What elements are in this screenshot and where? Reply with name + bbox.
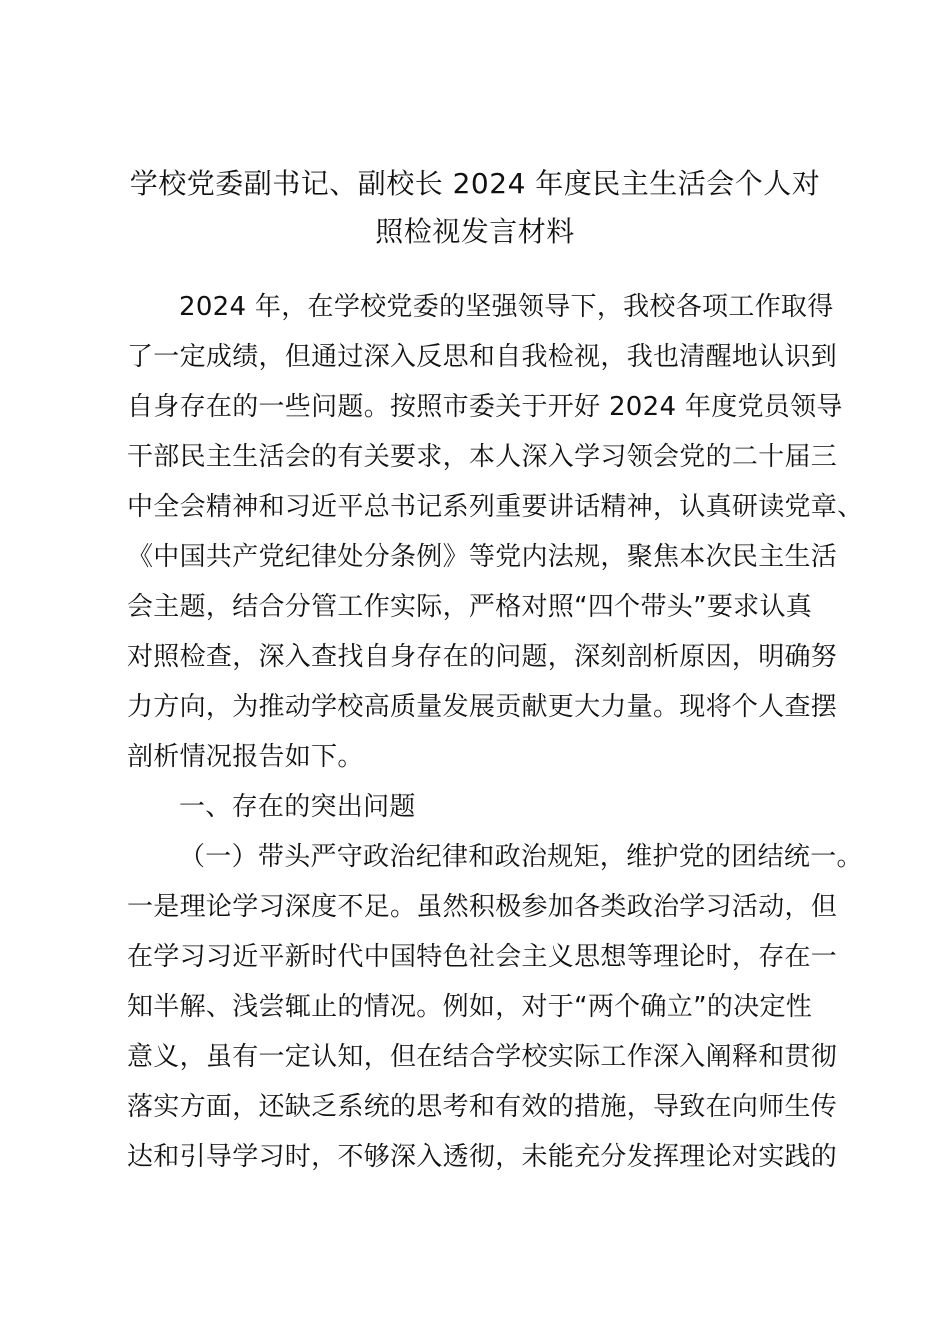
paragraph-issue-line: 在学习习近平新时代中国特色社会主义思想等理论时，存在一 (127, 942, 838, 972)
document-title (100, 160, 850, 256)
paragraph-intro-line: 中全会精神和习近平总书记系列重要讲话精神，认真研读党章、 (127, 492, 864, 522)
paragraph-intro-line: 会主题，结合分管工作实际，严格对照“四个带头”要求认真 (127, 592, 813, 622)
paragraph-issue-line: 意义，虽有一定认知，但在结合学校实际工作深入阐释和贯彻 (127, 1042, 838, 1072)
paragraph-issue-line: 知半解、浅尝辄止的情况。例如，对于“两个确立”的决定性 (127, 992, 813, 1022)
subsection-heading: （一）带头严守政治纪律和政治规矩，维护党的团结统一。 (179, 842, 863, 872)
paragraph-intro-line: 《中国共产党纪律处分条例》等党内法规，聚焦本次民主生活 (127, 542, 838, 572)
paragraph-intro-line: 自身存在的一些问题。按照市委关于开好 2024 年度党员领导 (127, 392, 843, 422)
paragraph-intro-line: 了一定成绩，但通过深入反思和自我检视，我也清醒地认识到 (127, 342, 838, 372)
paragraph-intro-line: 力方向，为推动学校高质量发展贡献更大力量。现将个人查摆 (127, 692, 838, 722)
paragraph-intro-line: 干部民主生活会的有关要求，本人深入学习领会党的二十届三 (127, 442, 838, 472)
title-line-2: 照检视发言材料 (375, 215, 575, 248)
paragraph-issue-line: 达和引导学习时，不够深入透彻，未能充分发挥理论对实践的 (127, 1142, 838, 1172)
title-line-1: 学校党委副书记、副校长 2024 年度民主生活会个人对 (129, 167, 821, 200)
paragraph-intro-line: 剖析情况报告如下。 (127, 742, 364, 772)
paragraph-issue-line: 落实方面，还缺乏系统的思考和有效的措施，导致在向师生传 (127, 1092, 838, 1122)
section-heading: 一、存在的突出问题 (179, 792, 416, 822)
paragraph-intro-line: 对照检查，深入查找自身存在的问题，深刻剖析原因，明确努 (127, 642, 838, 672)
paragraph-intro-line: 2024 年，在学校党委的坚强领导下，我校各项工作取得 (179, 292, 834, 322)
paragraph-issue-line: 一是理论学习深度不足。虽然积极参加各类政治学习活动，但 (127, 892, 838, 922)
document-body (127, 282, 864, 1182)
